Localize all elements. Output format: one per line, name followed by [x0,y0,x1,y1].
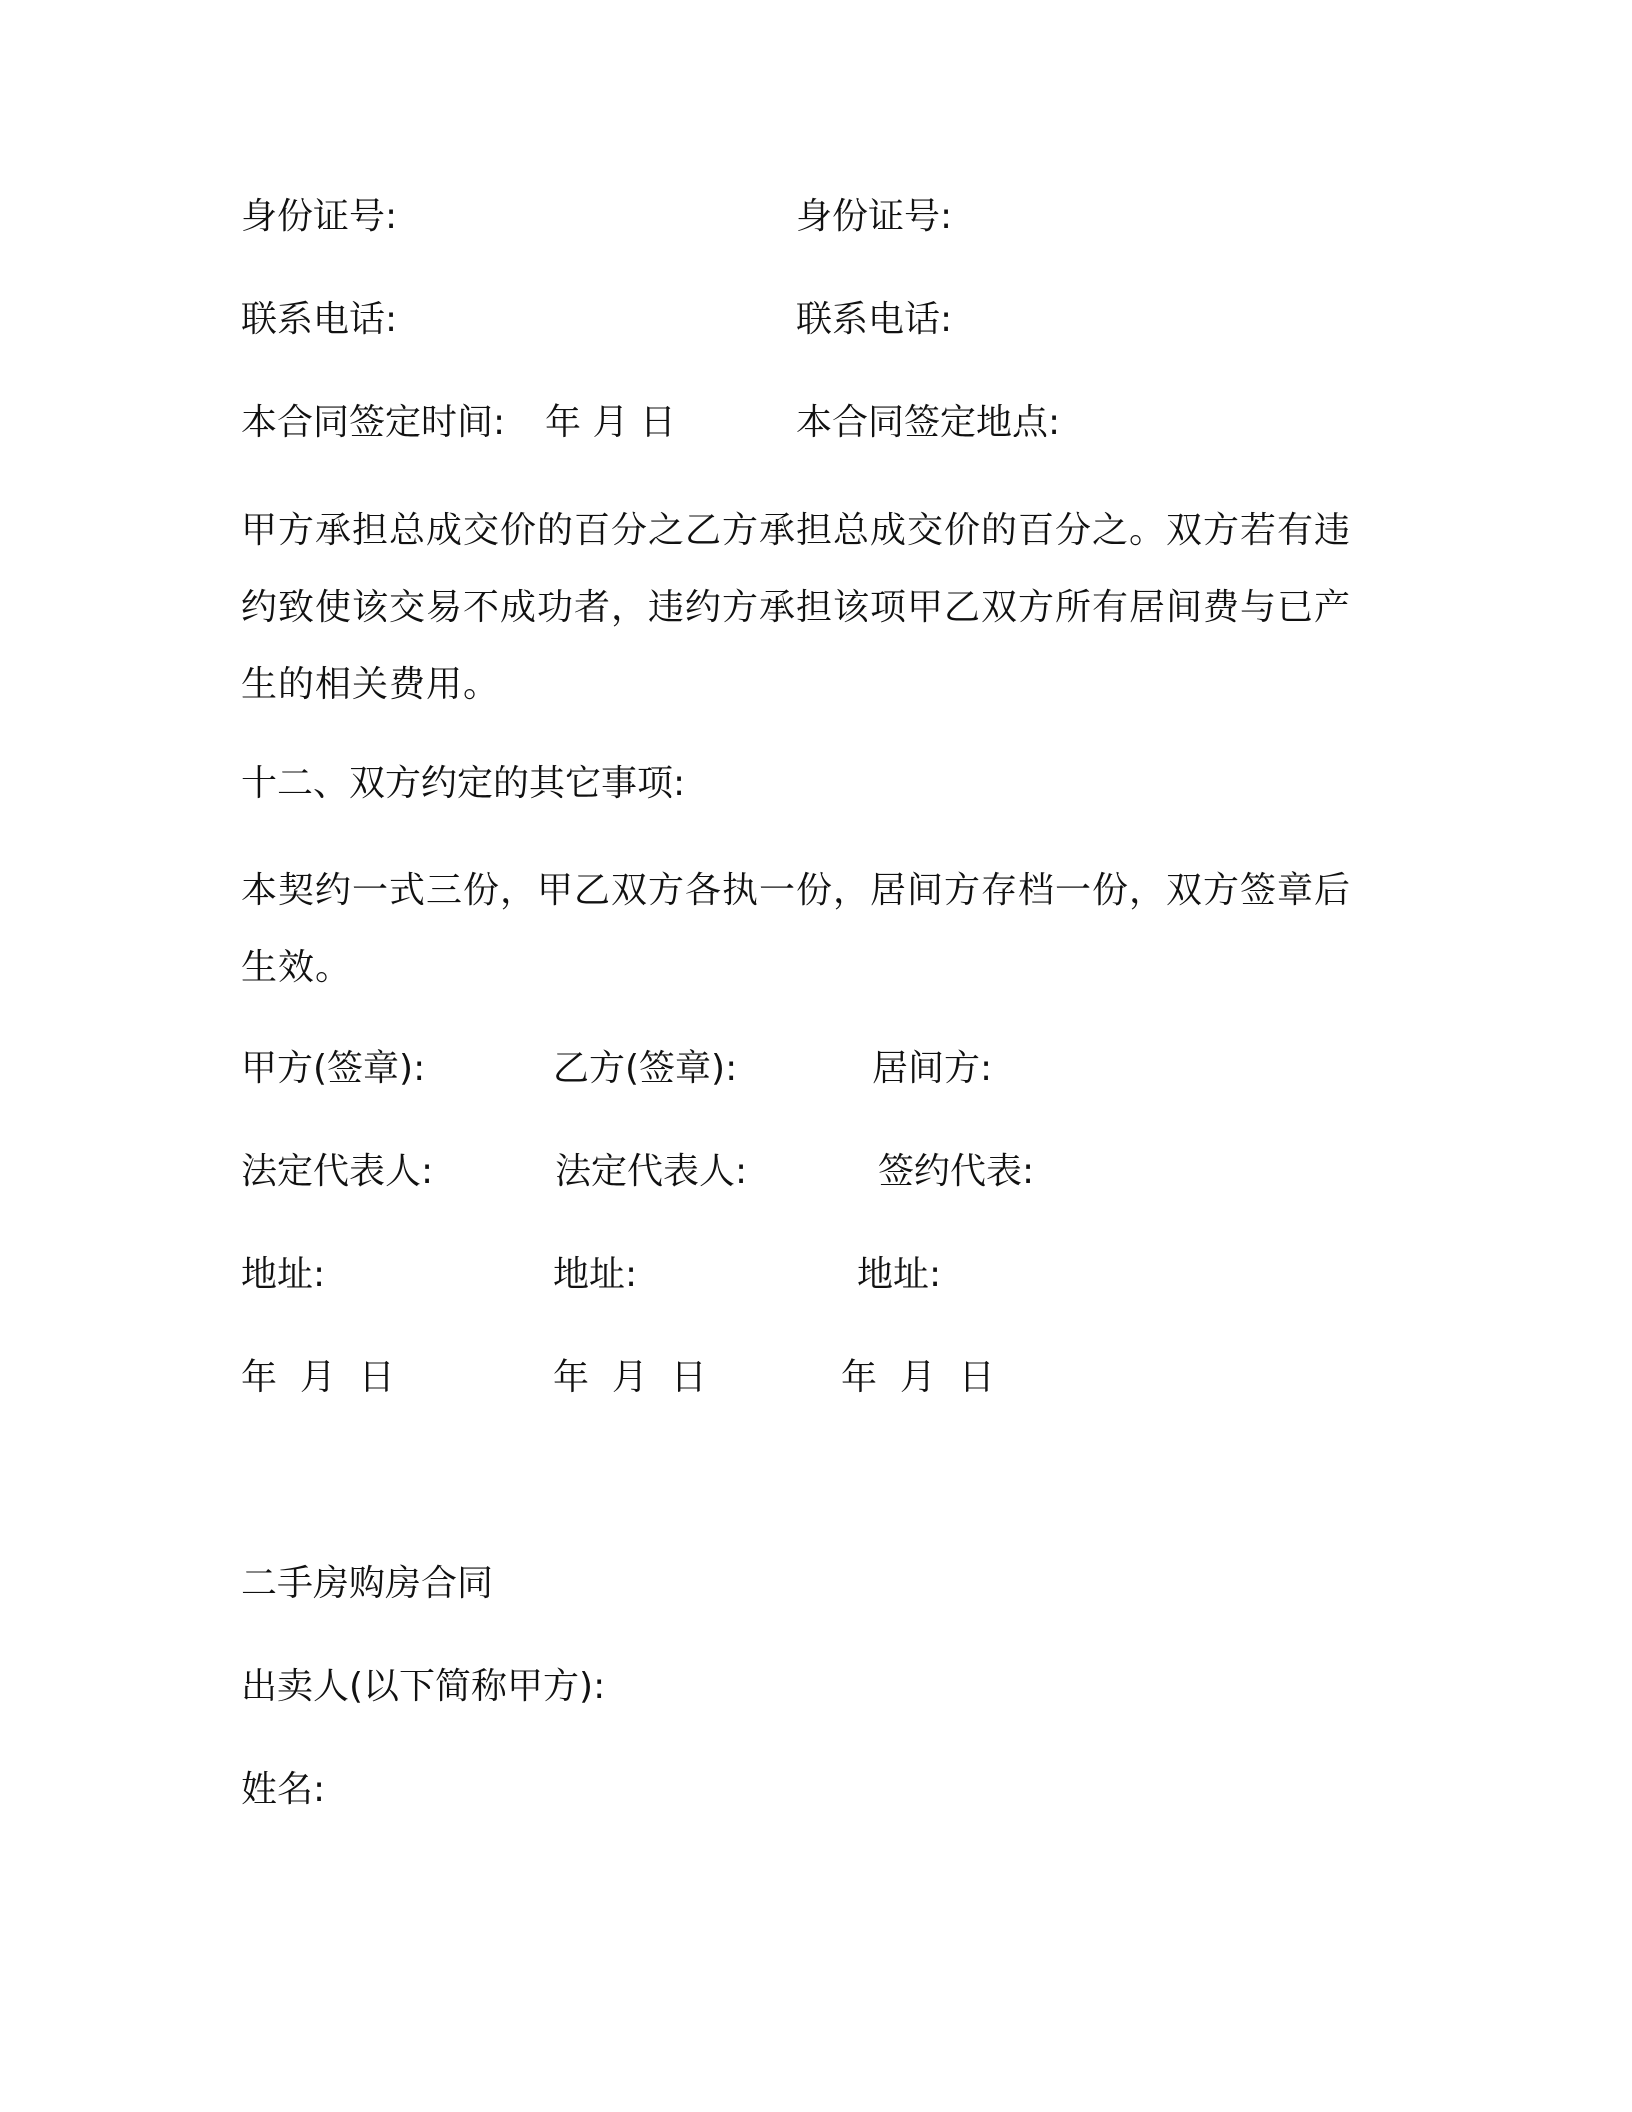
intermediary-address-label: 地址: [857,1254,942,1295]
party-b-date: 年 月 日 [553,1357,707,1398]
paragraph-line: 约致使该交易不成功者，违约方承担该项甲乙双方所有居间费与已产 [241,587,1352,628]
id-number-label-left: 身份证号: [241,196,398,237]
paragraph-line: 生的相关费用。 [241,664,501,705]
seller-label: 出卖人(以下简称甲方): [241,1666,606,1707]
section-12-heading: 十二、双方约定的其它事项: [241,763,686,804]
name-label: 姓名: [241,1769,326,1810]
section-12-paragraph [241,852,1361,1006]
sign-time-label: 本合同签定时间: [241,402,506,443]
contract-title: 二手房购房合同 [241,1563,494,1604]
intermediary-label: 居间方: [872,1048,993,1089]
party-a-rep-label: 法定代表人: [241,1151,434,1192]
paragraph-line: 本契约一式三份，甲乙双方各执一份，居间方存档一份，双方签章后 [241,870,1352,911]
party-b-rep-label: 法定代表人: [555,1151,748,1192]
fee-clause-paragraph [241,492,1361,723]
sign-place-label: 本合同签定地点: [796,402,1061,443]
party-a-date: 年 月 日 [241,1357,395,1398]
party-a-seal-label: 甲方(签章): [241,1048,426,1089]
id-number-label-right: 身份证号: [796,196,953,237]
paragraph-line: 生效。 [241,947,353,988]
party-a-address-label: 地址: [241,1254,326,1295]
party-b-seal-label: 乙方(签章): [553,1048,738,1089]
party-b-address-label: 地址: [553,1254,638,1295]
sign-time-date: 年 月 日 [545,402,676,443]
paragraph-line: 甲方承担总成交价的百分之乙方承担总成交价的百分之。双方若有违 [241,510,1352,551]
intermediary-rep-label: 签约代表: [878,1151,1035,1192]
phone-label-right: 联系电话: [796,299,953,340]
intermediary-date: 年 月 日 [841,1357,995,1398]
phone-label-left: 联系电话: [241,299,398,340]
